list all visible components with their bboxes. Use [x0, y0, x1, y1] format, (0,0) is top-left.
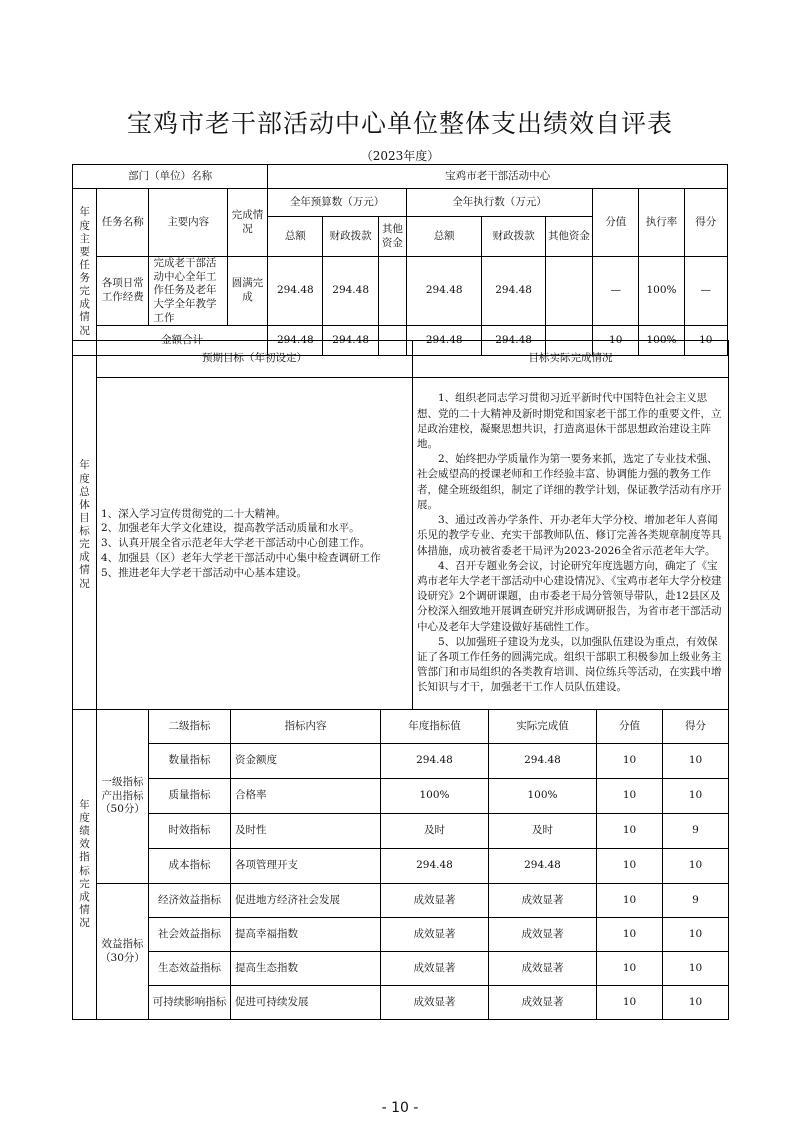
header-task: 任务名称: [97, 189, 149, 257]
indicator-score-value: 10: [597, 918, 663, 952]
exec-other: [545, 257, 592, 326]
indicator-score: 10: [663, 744, 729, 779]
row-score: —: [684, 257, 727, 326]
indicator-target: 成效显著: [381, 952, 489, 986]
row-rate: 100%: [639, 257, 684, 326]
table-row: [73, 986, 729, 1020]
sum-score: 10: [684, 326, 727, 356]
header-indicator-score-value: 分值: [597, 710, 663, 744]
actual-paragraph: 2、始终把办学质量作为第一要务来抓，选定了专业技术强、社会威望高的授课老师和工作经验丰富、协调能力强的教务工作者，健全班级组织，制定了详细的教学计划，保证教学活动有序开展。: [417, 453, 722, 511]
indicator-score-value: 10: [597, 744, 663, 779]
row-score-value: —: [593, 257, 639, 326]
budget-other: [378, 257, 406, 326]
indicator-target: 成效显著: [381, 884, 489, 918]
task-name: 各项日常工作经费: [97, 257, 149, 326]
indicator-target: 294.48: [381, 744, 489, 779]
actual-paragraph: 1、组织老同志学习贯彻习近平新时代中国特色社会主义思想、党的二十大精神及新时期党和国家老干部工作的重要文件，立足政治建校，凝聚思想共识，打造离退休干部思想政治建设主阵地。: [417, 392, 722, 450]
indicator-target: 成效显著: [381, 986, 489, 1020]
table-row: [73, 952, 729, 986]
header-score: 得分: [684, 189, 727, 257]
table-row: [73, 814, 729, 849]
exec-total: 294.48: [406, 257, 481, 326]
header-budget-other: 其他资金: [378, 217, 406, 257]
indicator-content: 合格率: [231, 779, 381, 814]
budget-fiscal: 294.48: [323, 257, 378, 326]
indicator-content: 提高生态指数: [231, 952, 381, 986]
goal-item: 1、深入学习宣传贯彻党的二十大精神。: [101, 507, 287, 520]
sum-budget-fiscal: 294.48: [323, 326, 378, 356]
indicator-actual: 成效显著: [489, 884, 597, 918]
indicator-score-value: 10: [597, 849, 663, 884]
page-title: 宝鸡市老干部活动中心单位整体支出绩效自评表: [126, 109, 673, 138]
task-content: 完成老干部活动中心全年工作任务及老年大学全年教学工作: [149, 257, 227, 326]
group-output-label: 一级指标产出指标（50分）: [97, 710, 149, 884]
sum-budget-total: 294.48: [268, 326, 323, 356]
indicator-score: 10: [663, 918, 729, 952]
indicator-target: 294.48: [381, 849, 489, 884]
exec-fiscal: 294.48: [482, 257, 545, 326]
sum-rate: 100%: [639, 326, 684, 356]
table-row: [73, 779, 729, 814]
indicators-table: [72, 709, 729, 1020]
indicator-content: 促进可持续发展: [231, 986, 381, 1020]
goal-item: 2、加强老年大学文化建设，提高教学活动质量和水平。: [101, 522, 360, 535]
sum-exec-total: 294.48: [406, 326, 481, 356]
table-row: [73, 849, 729, 884]
header-exec: 全年执行数（万元）: [406, 189, 592, 217]
indicator-actual: 100%: [489, 779, 597, 814]
header-target: 年度指标值: [381, 710, 489, 744]
indicator-name: 生态效益指标: [149, 952, 231, 986]
indicator-content: 资金额度: [231, 744, 381, 779]
header-plan: 预期目标（年初设定）: [97, 341, 413, 378]
indicator-score: 10: [663, 849, 729, 884]
header-budget-total: 总额: [268, 217, 323, 257]
dept-label: 部门（单位）名称: [73, 165, 268, 189]
indicator-name: 成本指标: [149, 849, 231, 884]
indicator-actual: 成效显著: [489, 986, 597, 1020]
header-status: 完成情况: [227, 189, 267, 257]
header-indicator-content: 指标内容: [231, 710, 381, 744]
section3-side-label: 年度绩效指标完成情况: [73, 710, 97, 1020]
indicator-name: 经济效益指标: [149, 884, 231, 918]
indicator-score: 9: [663, 884, 729, 918]
indicator-content: 提高幸福指数: [231, 918, 381, 952]
goals-table: [72, 340, 729, 710]
indicator-actual: 成效显著: [489, 952, 597, 986]
indicator-name: 可持续影响指标: [149, 986, 231, 1020]
indicator-name: 社会效益指标: [149, 918, 231, 952]
indicator-content: 及时性: [231, 814, 381, 849]
indicator-score-value: 10: [597, 952, 663, 986]
section1-side-label: 年度主要任务完成情况: [73, 189, 97, 356]
header-rate: 执行率: [639, 189, 684, 257]
group-benefit-label: 效益指标（30分）: [97, 884, 149, 1020]
header-exec-other: 其他资金: [545, 217, 592, 257]
indicator-content: 促进地方经济社会发展: [231, 884, 381, 918]
indicator-score-value: 10: [597, 814, 663, 849]
sum-label: 金额合计: [97, 326, 268, 356]
header-indicator-score: 得分: [663, 710, 729, 744]
budget-total: 294.48: [268, 257, 323, 326]
indicator-score: 10: [663, 952, 729, 986]
tasks-table: [72, 164, 728, 356]
header-actual: 目标实际完成情况: [413, 341, 729, 378]
indicator-content: 各项管理开支: [231, 849, 381, 884]
header-exec-fiscal: 财政拨款: [482, 217, 545, 257]
header-score-value: 分值: [593, 189, 639, 257]
header-exec-total: 总额: [406, 217, 481, 257]
indicator-actual: 成效显著: [489, 918, 597, 952]
year-label: （2023年度）: [360, 149, 440, 163]
goal-item: 4、加强县（区）老年大学老干部活动中心集中检查调研工作: [101, 551, 381, 564]
table-row: [73, 884, 729, 918]
indicator-target: 100%: [381, 779, 489, 814]
sum-exec-fiscal: 294.48: [482, 326, 545, 356]
indicator-target: 成效显著: [381, 918, 489, 952]
header-budget-fiscal: 财政拨款: [323, 217, 378, 257]
page-number: - 10 -: [381, 1100, 419, 1116]
section2-side-label: 年度总体目标完成情况: [73, 341, 97, 710]
goal-item: 5、推进老年大学老干部活动中心基本建设。: [101, 566, 308, 579]
indicator-score-value: 10: [597, 884, 663, 918]
sum-score-value: 10: [593, 326, 639, 356]
indicator-name: 数量指标: [149, 744, 231, 779]
table-row: [73, 918, 729, 952]
task-status: 圆满完成: [227, 257, 267, 326]
table-row: [73, 744, 729, 779]
actual-paragraph: 3、通过改善办学条件、开办老年大学分校、增加老年人喜闻乐见的教学专业、充实干部教师队伍、修订完善各类规章制度等具体措施，成功被省委老干局评为2023-2026全省示范老年大学。: [417, 514, 722, 557]
indicator-score-value: 10: [597, 986, 663, 1020]
indicator-actual: 及时: [489, 814, 597, 849]
dept-value: 宝鸡市老干部活动中心: [268, 165, 728, 189]
actual-paragraph: 5、以加强班子建设为龙头，以加强队伍建设为重点，有效保证了各项工作任务的圆满完成。组织干部职工积极参加上级业务主管部门和市局组织的各类教育培训、岗位练兵等活动，在实践中增长知识与才干，加强老干工作人员队伍建设。: [417, 635, 722, 694]
indicator-name: 时效指标: [149, 814, 231, 849]
header-content: 主要内容: [149, 189, 227, 257]
header-actual-value: 实际完成值: [489, 710, 597, 744]
header-budget: 全年预算数（万元）: [268, 189, 407, 217]
planned-goals: [97, 378, 413, 710]
indicator-actual: 294.48: [489, 744, 597, 779]
indicator-score-value: 10: [597, 779, 663, 814]
indicator-score: 10: [663, 986, 729, 1020]
indicator-target: 及时: [381, 814, 489, 849]
goal-item: 3、认真开展全省示范老年大学老干部活动中心创建工作。: [101, 537, 371, 550]
indicator-score: 9: [663, 814, 729, 849]
actual-paragraph: 4、召开专题业务会议，讨论研究年度选题方向，确定了《宝鸡市老年大学老干部活动中心建设情况》、《宝鸡市老年大学分校建设研究》2个调研课题，由市委老干局分管领导带队，赴12县区及分校深入细致地开展调查研究并形成调研报告，为省市老干部活动中心及老年大学建设做好基础性工作。: [417, 559, 722, 633]
header-level2: 二级指标: [149, 710, 231, 744]
indicator-score: 10: [663, 779, 729, 814]
indicator-name: 质量指标: [149, 779, 231, 814]
indicator-actual: 294.48: [489, 849, 597, 884]
actual-completion: [413, 378, 729, 710]
